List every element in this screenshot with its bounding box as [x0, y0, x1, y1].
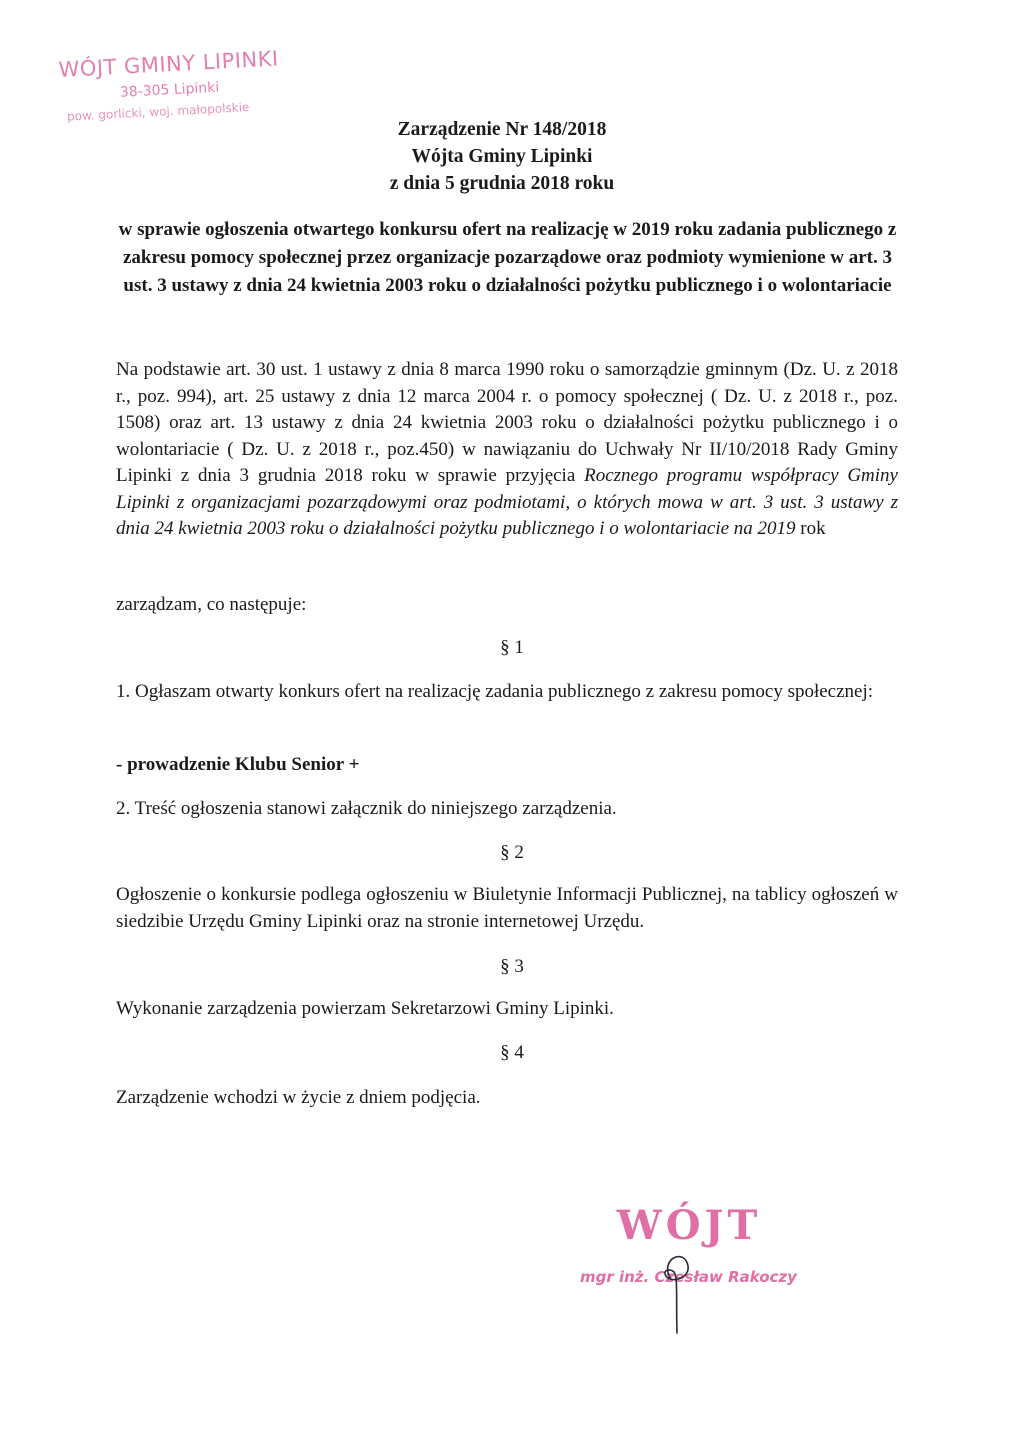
section-1-heading: § 1	[500, 637, 524, 658]
section-3-heading: § 3	[500, 956, 524, 977]
document-header	[300, 116, 704, 197]
section-4-text: Zarządzenie wchodzi w życie z dniem podjęcia.	[116, 1087, 481, 1108]
ordain-line: zarządzam, co następuje:	[116, 594, 307, 615]
section-1-task: - prowadzenie Klubu Senior +	[116, 754, 360, 775]
section-2-text: Ogłoszenie o konkursie podlega ogłoszeniu w Biuletynie Informacji Publicznej, na tablicy ogłoszeń w siedzibie Urzędu Gminy Lipinki oraz na stronie internetowej Urzędu.	[116, 884, 898, 932]
signature-stamp-name: mgr inż. Czesław Rakoczy	[580, 1268, 797, 1286]
stamp-region: pow. gorlicki, woj. małopolskie	[66, 100, 250, 124]
section-1-item-2: 2. Treść ogłoszenia stanowi załącznik do niniejszego zarządzenia.	[116, 798, 617, 819]
document-issuer: Wójta Gminy Lipinki	[411, 146, 593, 167]
legal-basis-tail: rok	[795, 518, 826, 539]
section-2-heading: § 2	[500, 842, 524, 863]
document-title: Zarządzenie Nr 148/2018	[397, 119, 607, 140]
legal-basis-program-title: Rocznego programu współpracy Gminy Lipinki z organizacjami pozarządowymi oraz podmiotami, o których mowa w art. 3 ust. 3 ustawy z dnia 24 kwietnia 2003 roku o działalności pożytku publicznego i o wolontariacie na 2019	[116, 465, 898, 539]
office-stamp	[58, 45, 311, 126]
stamp-title: WÓJT GMINY LIPINKI	[58, 46, 280, 82]
section-4-heading: § 4	[500, 1042, 524, 1063]
stamp-address: 38-305 Lipinki	[119, 79, 220, 101]
legal-basis-text: Na podstawie art. 30 ust. 1 ustawy z dnia 8 marca 1990 roku o samorządzie gminnym (Dz. U. z 2018 r., poz. 994), art. 25 ustawy z dnia 12 marca 2004 r. o pomocy społecznej ( Dz. U. z 2018 r., poz. 1508) oraz art. 13 ustawy z dnia 24 kwietnia 2003 roku o działalności pożytku publicznego i o wolontariacie ( Dz. U. z 2018 r., poz.450) w nawiązaniu do Uchwały Nr II/10/2018 Rady Gminy Lipinki z dnia 3 grudnia 2018 roku w sprawie przyjęcia	[116, 359, 898, 486]
legal-basis-paragraph	[116, 357, 898, 543]
document-subject: w sprawie ogłoszenia otwartego konkursu ofert na realizację w 2019 roku zadania publicznego z zakresu pomocy społecznej przez organizacje pozarządowe oraz podmioty wymienione w art. 3 ust. 3 ustawy z dnia 24 kwietnia 2003 roku o działalności pożytku publicznego i o wolontariacie	[118, 219, 897, 296]
section-3-text: Wykonanie zarządzenia powierzam Sekretarzowi Gminy Lipinki.	[116, 998, 614, 1019]
handwritten-signature	[630, 1238, 710, 1338]
section-1-item-1: 1. Ogłaszam otwarty konkurs ofert na realizację zadania publicznego z zakresu pomocy społecznej:	[116, 681, 874, 702]
signature-stamp-title: WÓJT	[616, 1202, 762, 1249]
document-date: z dnia 5 grudnia 2018 roku	[389, 173, 615, 194]
